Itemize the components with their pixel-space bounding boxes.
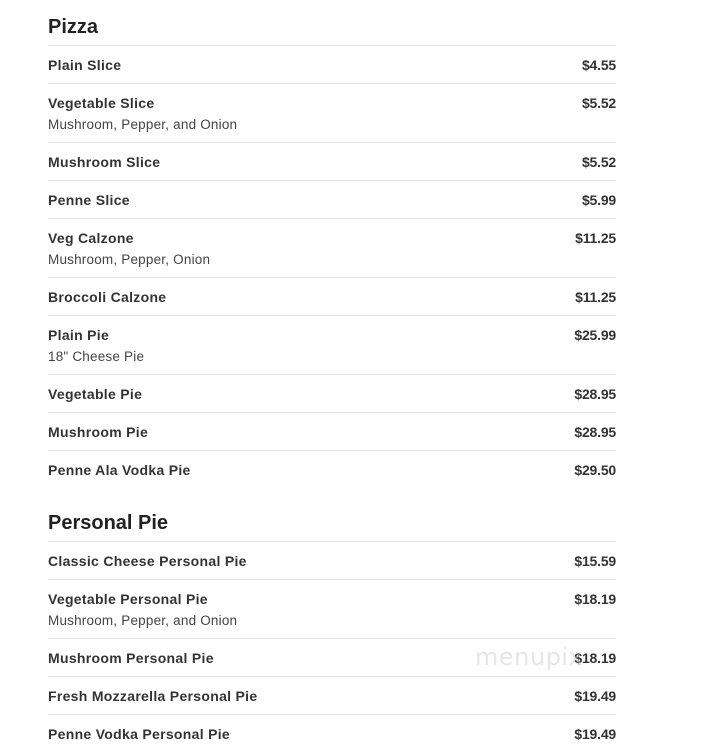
item-name: Plain Pie	[48, 327, 110, 343]
item-name: Mushroom Pie	[48, 424, 149, 440]
menu-section-pizza	[48, 0, 616, 488]
item-name: Classic Cheese Personal Pie	[48, 553, 247, 569]
menu-item	[48, 83, 616, 142]
menu-item	[48, 45, 616, 83]
item-name: Mushroom Personal Pie	[48, 650, 214, 666]
section-title: Pizza	[48, 16, 99, 38]
item-price: $5.52	[581, 95, 616, 111]
item-name: Penne Slice	[48, 192, 130, 208]
menu-item	[48, 218, 616, 277]
menu-item	[48, 142, 616, 180]
menu-item	[48, 579, 616, 638]
item-price: $15.59	[574, 553, 616, 569]
item-price: $28.95	[574, 424, 616, 440]
menu-item	[48, 374, 616, 412]
item-name: Mushroom Slice	[48, 154, 161, 170]
item-name: Vegetable Pie	[48, 386, 143, 402]
menu-item	[48, 412, 616, 450]
item-description: Mushroom, Pepper, and Onion	[48, 117, 238, 132]
item-description: Mushroom, Pepper, Onion	[48, 252, 211, 267]
menu-item	[48, 315, 616, 374]
item-name: Penne Vodka Personal Pie	[48, 726, 231, 742]
item-name: Plain Slice	[48, 57, 122, 73]
item-price: $28.95	[574, 386, 616, 402]
item-price: $5.52	[581, 154, 616, 170]
item-price: $18.19	[574, 650, 616, 666]
section-title: Personal Pie	[48, 512, 169, 534]
item-price: $5.99	[581, 192, 616, 208]
menu-item	[48, 180, 616, 218]
item-price: $29.50	[574, 462, 616, 478]
item-name: Veg Calzone	[48, 230, 134, 246]
item-price: $18.19	[574, 591, 616, 607]
item-name: Vegetable Slice	[48, 95, 155, 111]
item-price: $19.49	[574, 726, 616, 742]
menu-item	[48, 676, 616, 714]
section-items	[48, 45, 616, 488]
item-name: Vegetable Personal Pie	[48, 591, 208, 607]
item-price: $11.25	[575, 230, 616, 246]
item-price: $4.55	[581, 57, 616, 73]
item-name: Broccoli Calzone	[48, 289, 167, 305]
item-price: $25.99	[574, 327, 616, 343]
menu-section-personal-pie	[48, 488, 616, 752]
menu-item	[48, 714, 616, 752]
menu-item	[48, 277, 616, 315]
item-name: Penne Ala Vodka Pie	[48, 462, 191, 478]
menu-item	[48, 541, 616, 579]
item-price: $19.49	[574, 688, 616, 704]
menupix-watermark: menupix	[475, 643, 584, 671]
menu-item	[48, 450, 616, 488]
menu	[48, 0, 616, 752]
item-name: Fresh Mozzarella Personal Pie	[48, 688, 258, 704]
item-description: Mushroom, Pepper, and Onion	[48, 613, 238, 628]
item-price: $11.25	[575, 289, 616, 305]
item-description: 18" Cheese Pie	[48, 349, 145, 364]
